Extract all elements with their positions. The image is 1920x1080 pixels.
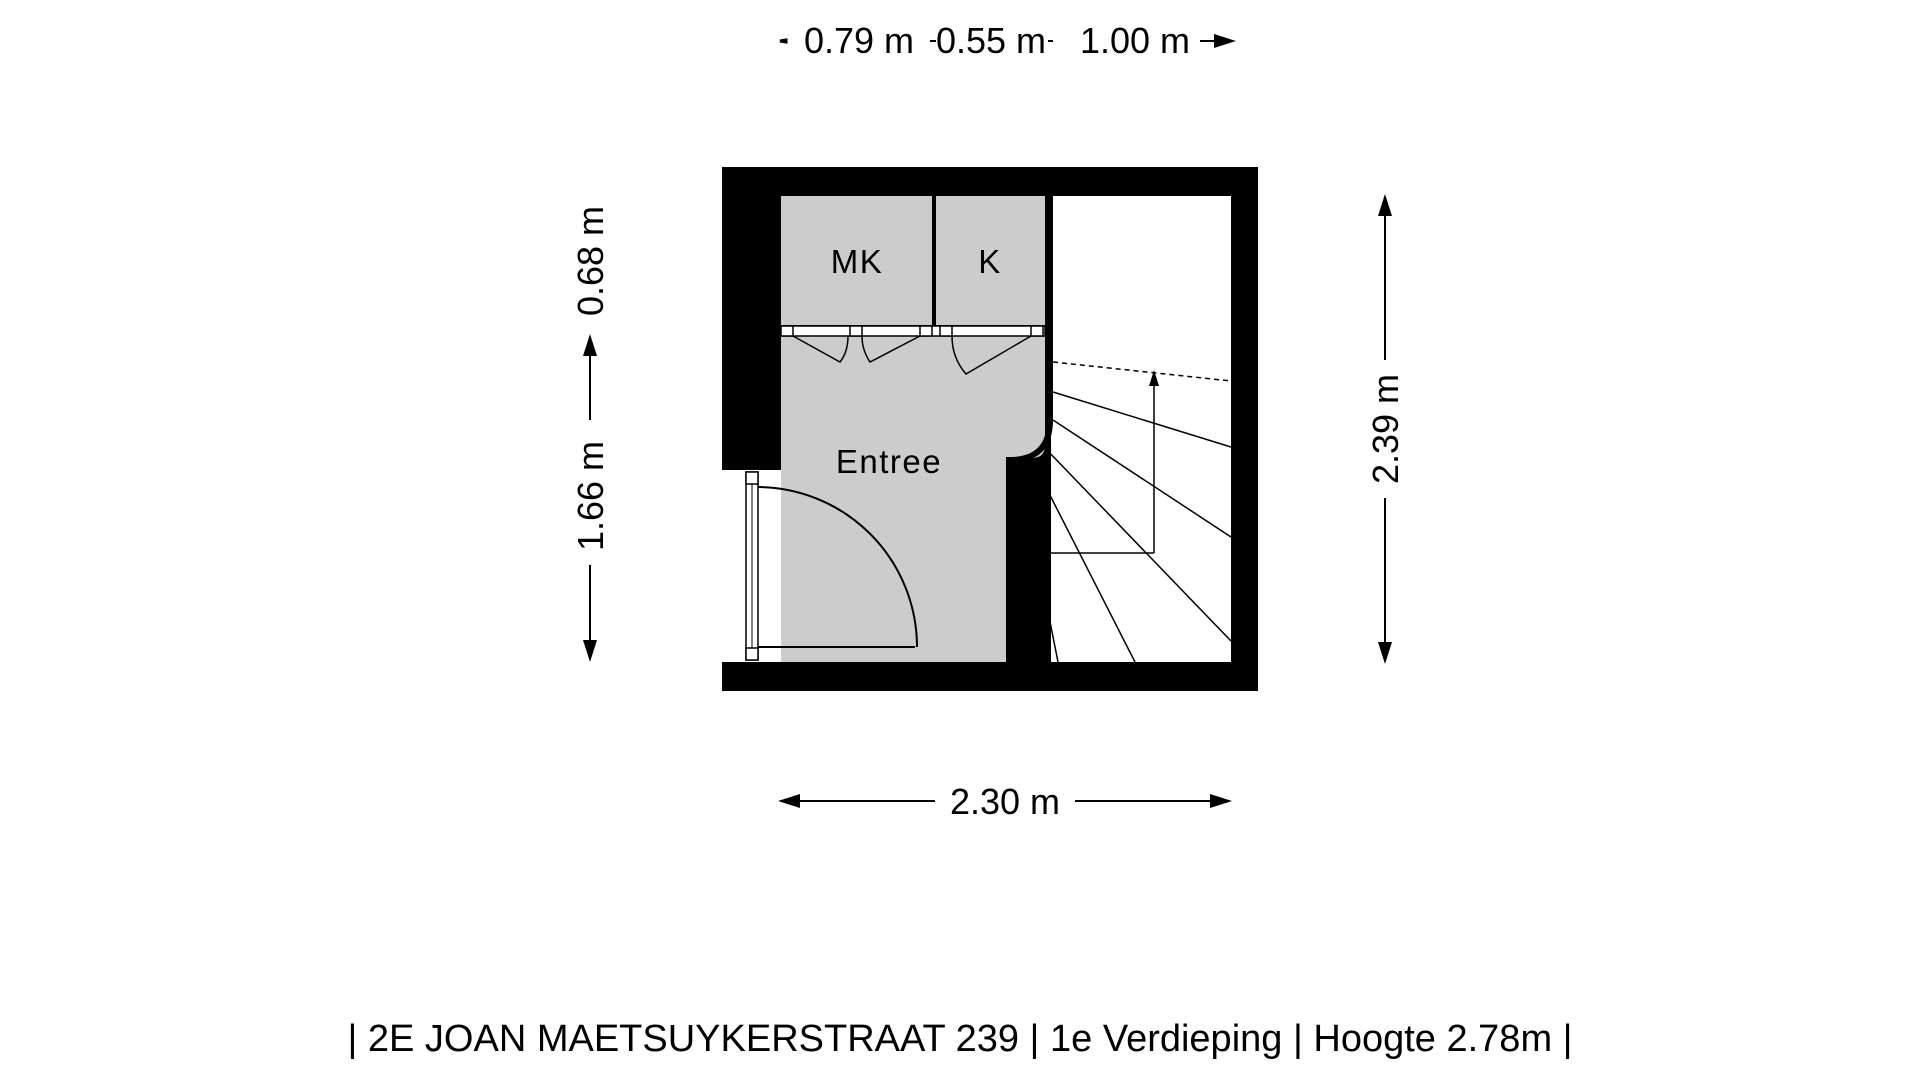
dim-top-segment-1: 0.79 m	[803, 20, 915, 61]
top-dim-start-tick	[780, 40, 786, 42]
left-dim-down-arrowhead	[583, 640, 597, 662]
room-label-mk: MK	[830, 243, 884, 280]
partition-wall	[932, 196, 936, 325]
dim-left-lower: 1.66 m	[570, 440, 611, 552]
door-post	[850, 326, 862, 336]
door-post	[1031, 326, 1043, 336]
room-label-entree: Entree	[835, 443, 943, 480]
door-post	[920, 326, 932, 336]
left-dimension	[570, 206, 611, 662]
door-post	[781, 326, 793, 336]
bottom-dim-right-arrowhead	[1210, 794, 1232, 808]
top-dim-arrowhead	[1214, 34, 1236, 48]
stair-area	[1051, 196, 1231, 662]
floor-plan-caption: | 2E JOAN MAETSUYKERSTRAAT 239 | 1e Verdieping | Hoogte 2.78m |	[347, 1018, 1573, 1060]
top-dimension	[780, 20, 1236, 61]
right-dim-down-arrowhead	[1378, 642, 1392, 664]
dim-top-segment-3: 1.00 m	[1079, 20, 1191, 61]
cupboard-door-rail	[781, 326, 1045, 336]
door-post	[940, 326, 952, 336]
dim-right-height: 2.39 m	[1365, 373, 1406, 485]
room-label-k: K	[978, 243, 1002, 280]
dim-top-segment-2: 0.55 m	[935, 20, 1047, 61]
right-dimension	[1365, 194, 1406, 664]
door-frame-top-block	[746, 472, 758, 484]
dim-bottom-width: 2.30 m	[949, 781, 1061, 822]
bottom-dim-left-arrowhead	[778, 794, 800, 808]
bottom-dimension	[778, 781, 1232, 822]
door-frame-bottom-block	[746, 648, 758, 660]
right-dim-up-arrowhead	[1378, 194, 1392, 216]
left-dim-up-arrowhead	[583, 334, 597, 356]
dim-left-upper: 0.68 m	[570, 205, 611, 317]
